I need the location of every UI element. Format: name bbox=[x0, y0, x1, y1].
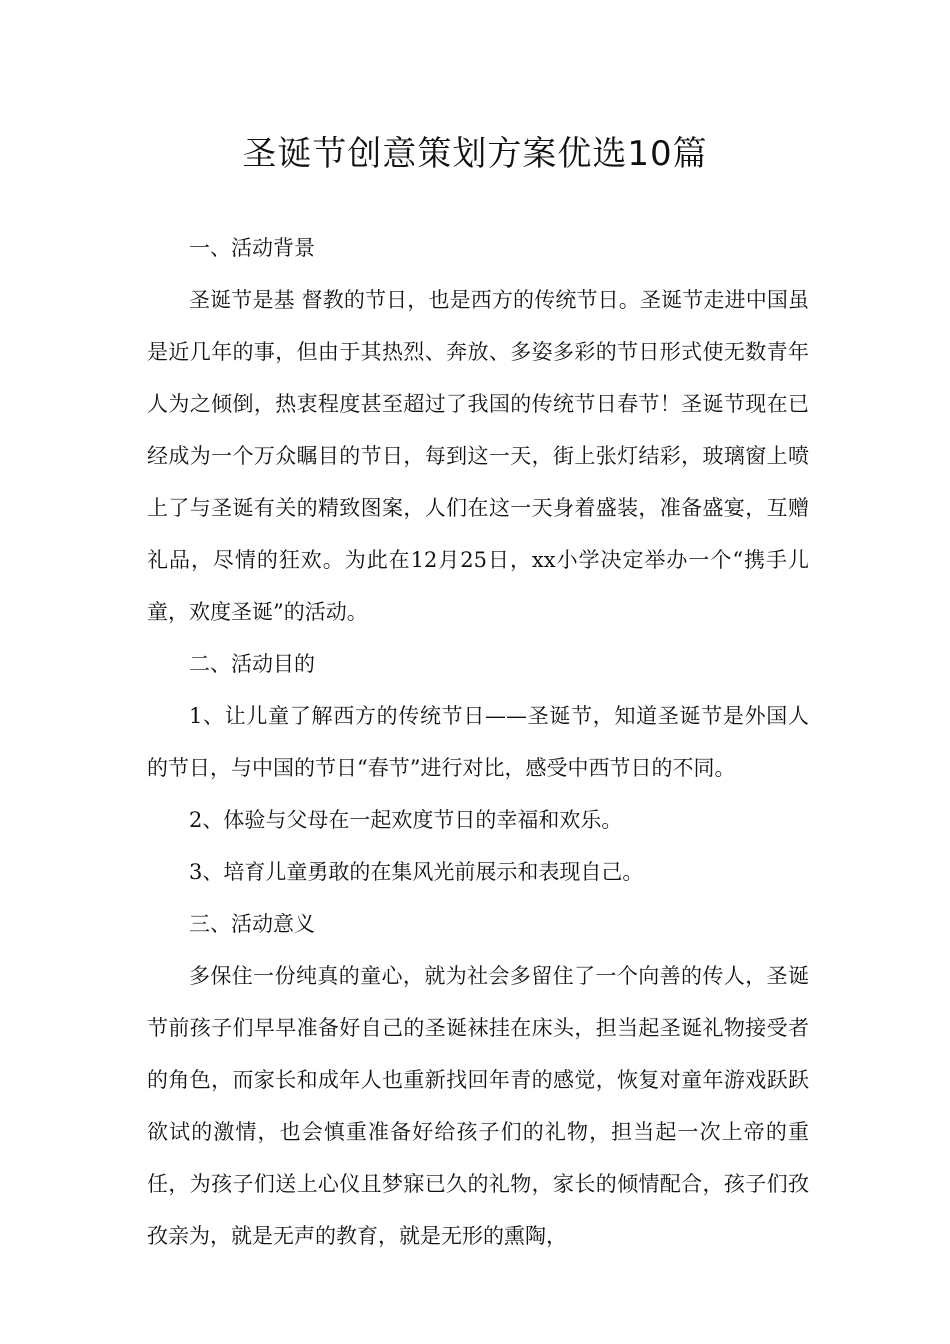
section-heading-significance: 三、活动意义 bbox=[189, 912, 315, 936]
document-body bbox=[147, 222, 809, 1262]
paragraph-significance: 多保住一份纯真的童心，就为社会多留住了一个向善的传人，圣诞节前孩子们早早准备好自己的圣诞袜挂在床头，担当起圣诞礼物接受者的角色，而家长和成年人也重新找回年青的感觉，恢复对童年游戏跃跃欲试的激情，也会慎重准备好给孩子们的礼物，担当起一次上帝的重任，为孩子们送上心仪且梦寐已久的礼物，家长的倾情配合，孩子们孜孜亲为，就是无声的教育，就是无形的熏陶， bbox=[147, 964, 809, 1248]
purpose-item-1: 1、让儿童了解西方的传统节日——圣诞节，知道圣诞节是外国人的节日，与中国的节日“春节”进行对比，感受中西节日的不同。 bbox=[147, 704, 809, 780]
purpose-item-3: 3、培育儿童勇敢的在集风光前展示和表现自己。 bbox=[189, 860, 644, 884]
section-heading-background: 一、活动背景 bbox=[189, 236, 315, 260]
paragraph-background: 圣诞节是基 督教的节日，也是西方的传统节日。圣诞节走进中国虽是近几年的事，但由于其热烈、奔放、多姿多彩的节日形式使无数青年人为之倾倒，热衷程度甚至超过了我国的传统节日春节！圣诞节现在已经成为一个万众瞩目的节日，每到这一天，街上张灯结彩，玻璃窗上喷上了与圣诞有关的精致图案，人们在这一天身着盛装，准备盛宴，互赠礼品，尽情的狂欢。为此在12月25日，xx小学决定举办一个“携手儿童，欢度圣诞”的活动。 bbox=[147, 288, 809, 624]
section-heading-purpose: 二、活动目的 bbox=[189, 652, 315, 676]
document-title: 圣诞节创意策划方案优选10篇 bbox=[242, 134, 708, 174]
purpose-item-2: 2、体验与父母在一起欢度节日的幸福和欢乐。 bbox=[189, 808, 623, 832]
